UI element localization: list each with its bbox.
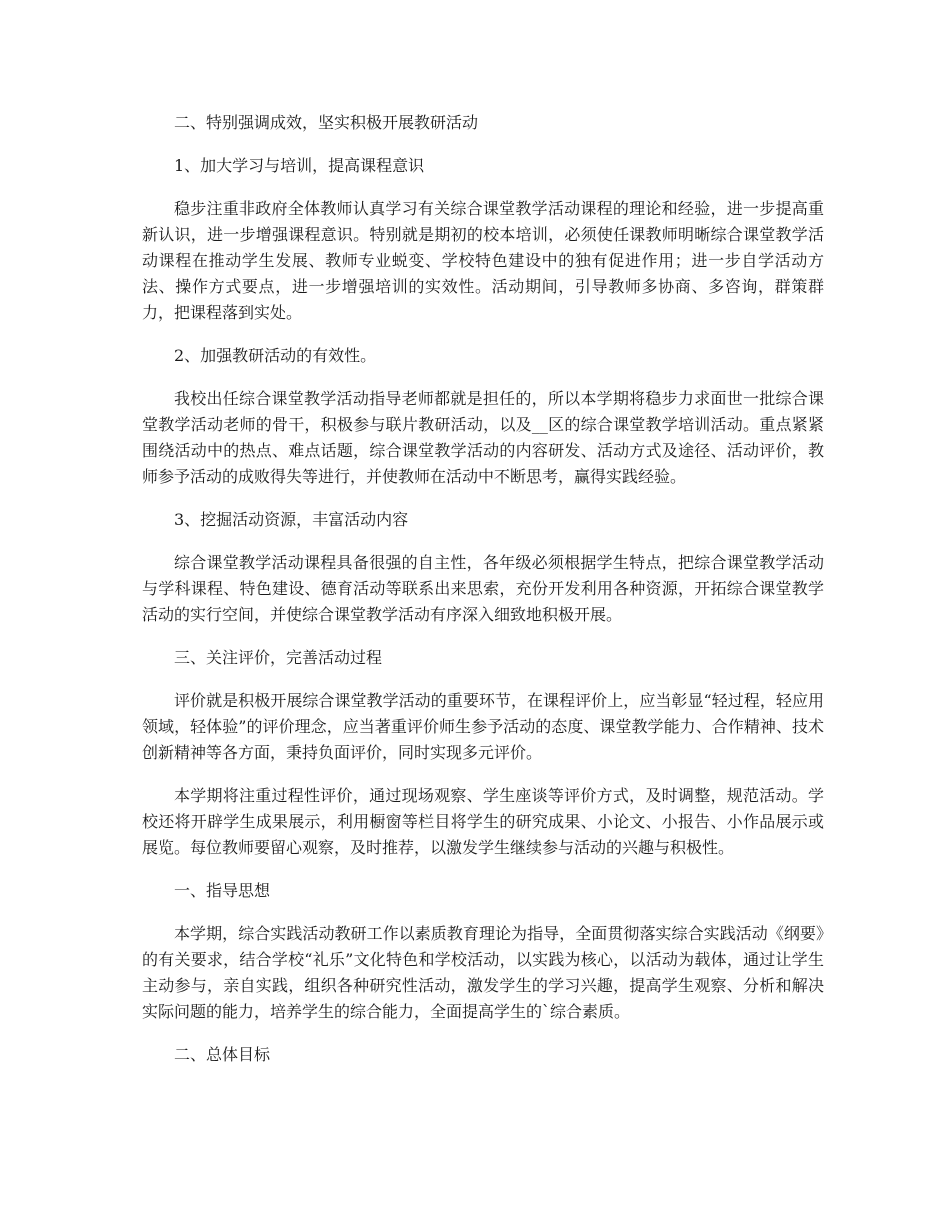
document-body xyxy=(142,110,824,1085)
section-heading: 二、总体目标 xyxy=(174,1045,271,1064)
subsection-heading: 2、加强教研活动的有效性。 xyxy=(174,346,377,365)
body-paragraph: 本学期，综合实践活动教研工作以素质教育理论为指导，全面贯彻落实综合实践活动《纲要》的有关要求，结合学校“礼乐”文化特色和学校活动，以实践为核心，以活动为载体，通过让学生主动参与，亲自实践，组织各种研究性活动，激发学生的学习兴趣，提高学生观察、分析和解决实际问题的能力，培养学生的综合能力，全面提高学生的`综合素质。 xyxy=(142,924,824,1021)
body-paragraph: 本学期将注重过程性评价，通过现场观察、学生座谈等评价方式，及时调整，规范活动。学校还将开辟学生成果展示，利用橱窗等栏目将学生的研究成果、小论文、小报告、小作品展示或展览。每位教师要留心观察，及时推荐，以激发学生继续参与活动的兴趣与积极性。 xyxy=(142,786,824,857)
section-heading: 一、指导思想 xyxy=(174,881,271,900)
body-paragraph: 评价就是积极开展综合课堂教学活动的重要环节，在课程评价上，应当彰显“轻过程，轻应用领域，轻体验”的评价理念，应当著重评价师生参予活动的态度、课堂教学能力、合作精神、技术创新精神等各方面，秉持负面评价，同时实现多元评价。 xyxy=(142,691,824,762)
subsection-heading: 3、挖掘活动资源，丰富活动内容 xyxy=(174,510,409,529)
body-paragraph: 稳步注重非政府全体教师认真学习有关综合课堂教学活动课程的理论和经验，进一步提高重新认识，进一步增强课程意识。特别就是期初的校本培训，必须使任课教师明晰综合课堂教学活动课程在推动学生发展、教师专业蜕变、学校特色建设中的独有促进作用；进一步自学活动方法、操作方式要点，进一步增强培训的实效性。活动期间，引导教师多协商、多咨询，群策群力，把课程落到实处。 xyxy=(142,199,824,322)
subsection-heading: 1、加大学习与培训，提高课程意识 xyxy=(174,156,425,175)
section-heading: 三、关注评价，完善活动过程 xyxy=(174,648,383,667)
body-paragraph: 综合课堂教学活动课程具备很强的自主性，各年级必须根据学生特点，把综合课堂教学活动与学科课程、特色建设、德育活动等联系出来思索，充份开发利用各种资源，开拓综合课堂教学活动的实行空间，并使综合课堂教学活动有序深入细致地积极开展。 xyxy=(142,553,824,624)
section-heading: 二、特别强调成效，坚实积极开展教研活动 xyxy=(174,113,479,132)
body-paragraph: 我校出任综合课堂教学活动指导老师都就是担任的，所以本学期将稳步力求面世一批综合课堂教学活动老师的骨干，积极参与联片教研活动，以及__区的综合课堂教学培训活动。重点紧紧围绕活动中的热点、难点话题，综合课堂教学活动的内容研发、活动方式及途径、活动评价，教师参予活动的成败得失等进行，并使教师在活动中不断思考，赢得实践经验。 xyxy=(142,389,824,486)
